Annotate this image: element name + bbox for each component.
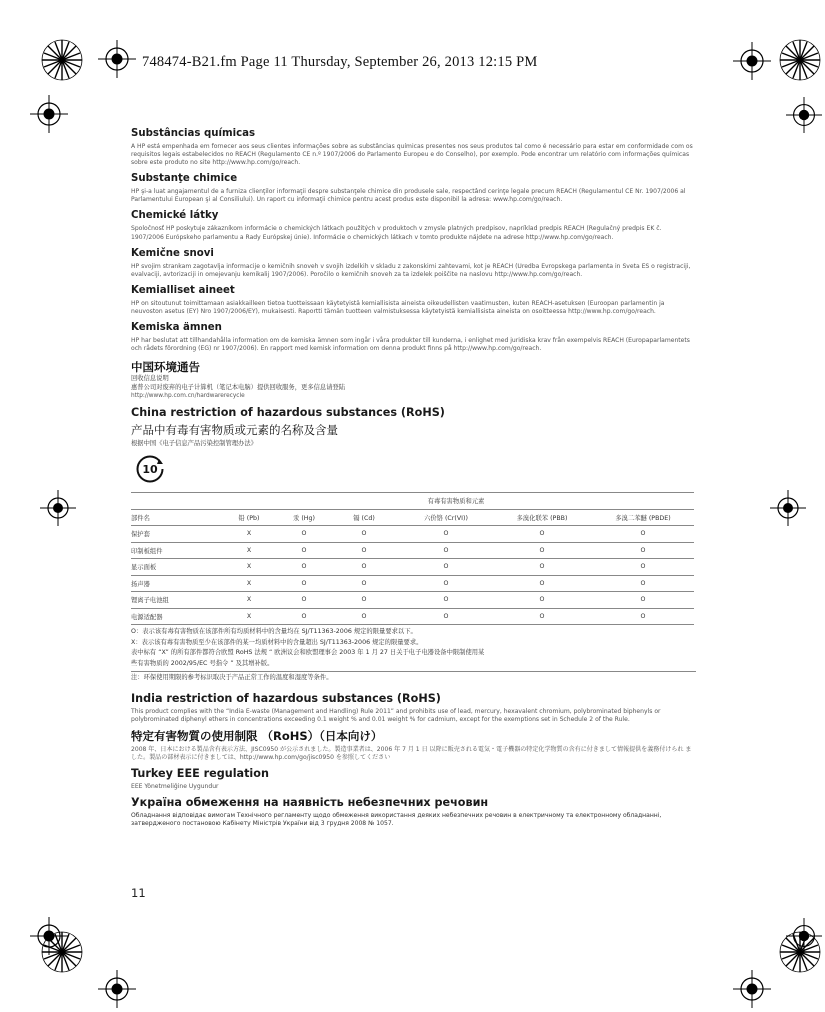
section-china-rohs <box>131 406 696 684</box>
section-japan <box>131 729 696 762</box>
group-header: 有毒有害物质和元素 <box>427 498 485 506</box>
section-title: 特定有害物質の使用制限 （RoHS）（日本向け） <box>131 728 383 743</box>
section-title: China restriction of hazardous substances (RoHS) <box>131 406 445 420</box>
note-x: X：表示该有毒有害物质至少在该部件的某一均质材料中的含量超出 SJ/T11363-2006 规定的限量要求。 <box>131 638 423 646</box>
registration-mark-icon <box>733 970 771 1008</box>
registration-mark-icon <box>786 96 822 134</box>
recycle-url: http://www.hp.com.cn/hardwarerecycle <box>131 393 245 400</box>
section-ro <box>131 172 696 204</box>
section-body: Spoločnosť HP poskytuje zákazníkom informácie o chemických látkach použitých v produktoch v zmysle platných predpisov, napríklad predpis REACH (Regulačný predpis EK č. 1907/2006 Európskeho parlamentu a Rady Európskej únie). Informácie o chemických látkach v tomto produkte nájdete na adrese http://www.hp.com/go/reach. <box>131 225 662 241</box>
cn-line: 回收信息说明 <box>131 375 169 383</box>
section-title: India restriction of hazardous substances (RoHS) <box>131 691 441 705</box>
section-title: Kemiska ämnen <box>131 322 222 334</box>
table-row: 保护套 X O O O O O <box>131 526 694 543</box>
column-header: 多溴化联苯 (PBB) <box>516 514 568 522</box>
table-row: 扬声器 X O O O O O <box>131 575 694 592</box>
note-x-cont: 些有害物质的 2002/95/EC 号指令 ” 及其增补版。 <box>131 659 274 667</box>
registration-mark-icon <box>30 95 68 133</box>
registration-mark-icon <box>98 970 136 1008</box>
column-header: 铅 (Pb) <box>238 514 260 522</box>
table-row: 显示面板 X O O O O O <box>131 559 694 576</box>
rohs-table <box>131 492 694 625</box>
section-body: HP şi-a luat angajamentul de a furniza clienţilor informaţii despre substanţele chimice din produsele sale, respectând cerinţe legale precum REACH (Regulamentul CE Nr. 1907/2006 al Parlamentului European şi al Consiliului). Un raport cu informaţii chimice pentru acest produs este disponibil la adresa: www.hp.com/go/reach. <box>131 188 686 204</box>
section-body: HP har beslutat att tillhandahålla information om de kemiska ämnen som ingår i våra produkter till kunderna, i enlighet med juridiska krav från exempelvis REACH (Europaparlamentets och rådets förordning (EG) nr 1907/2006). En rapport med kemisk information om denna produkt finns på http://www.hp.com/go/reach. <box>131 337 690 353</box>
section-body: This product complies with the “India E-waste (Management and Handling) Rule 2011” and prohibits use of lead, mercury, hexavalent chromium, polybrominated biphenyls or polybrominated diphenyl ethers in concentrations exceeding 0.1 weight % and 0.01 weight % for cadmium, except for the exemptions set in Schedule 2 of the Rule. <box>131 707 661 723</box>
note-o: O：表示该有毒有害物质在该部件所有均质材料中的含量均在 SJ/T11363-2006 规定的限量要求以下。 <box>131 628 417 636</box>
column-header: 汞 (Hg) <box>293 514 315 522</box>
section-title: Chemické látky <box>131 210 219 222</box>
section-cn-environment <box>131 360 696 401</box>
column-header: 镉 (Cd) <box>353 514 375 522</box>
note-environment: 注：环保使用期限的参考标识取决于产品正常工作的温度和湿度等条件。 <box>131 671 696 684</box>
section-body: Обладнання відповідає вимогам Технічного регламенту щодо обмеження використання деяких небезпечних речовин в електричному та електронному обладнанні, затвердженого постановою Кабінету Міністрів України від 3 грудня 2008 № 1057. <box>131 812 662 828</box>
note-x-cont: 表中标有 “X” 的所有部件都符合欧盟 RoHS 法规 “ 欧洲议会和欧盟理事会 2003 年 1 月 27 日关于电子电器设备中限制使用某 <box>131 649 485 657</box>
section-body: A HP está empenhada em fornecer aos seus clientes informações sobre as substâncias químicas presentes nos seus produtos tal como é necessário para estar em conformidade com os requisitos legais estabelecidos no REACH (Regulamento CE n.º 1907/2006 do Parlamento Europeu e do Conselho), por exemplo. Pode encontrar um relatório com informações químicas sobre este produto no site http://www.hp.com/go/reach. <box>131 143 693 167</box>
column-header: 部件名 <box>131 514 150 522</box>
section-title: Kemialliset aineet <box>131 284 235 296</box>
registration-mark-icon <box>40 490 76 526</box>
section-turkey <box>131 767 696 791</box>
cn-line: 惠普公司对废弃的电子计算机（笔记本电脑）提供回收服务，更多信息请登陆 <box>131 384 346 392</box>
section-title: Substanţe chimice <box>131 173 238 185</box>
table-group-header-row <box>131 493 694 510</box>
section-body: EEE Yönetmeliğine Uygundur <box>131 783 219 791</box>
cn-rohs-subtitle: 根据中国《电子信息产品污染控制管理办法》 <box>131 440 257 448</box>
starburst-target-icon <box>778 930 822 974</box>
table-row: 锂离子电池组 X O O O O O <box>131 592 694 609</box>
document-content <box>131 127 696 828</box>
table-notes <box>131 627 696 684</box>
table-row: 电源适配器 X O O O O O <box>131 608 694 625</box>
section-sl <box>131 247 696 279</box>
section-body: 2008 年、日本における製品含有表示方法、JISC0950 が公示されました。製造事業者は、2006 年 7 月 1 日 以降に販売される電気・電子機器の特定化学物質の含有に付きまして情報提供を義務付けられ ました。製品の部材表示に付きましては、http://www.hp.com/go/jisc0950 を参照してください <box>131 745 692 761</box>
section-sk <box>131 209 696 241</box>
section-fi <box>131 284 696 316</box>
epup-10-logo <box>135 454 165 484</box>
file-header: 748474-B21.fm Page 11 Thursday, September 26, 2013 12:15 PM <box>142 54 538 70</box>
section-ukraine <box>131 796 696 828</box>
section-india <box>131 692 696 724</box>
section-title: 中国环境通告 <box>131 360 200 375</box>
section-title: Turkey EEE regulation <box>131 767 269 781</box>
starburst-target-icon <box>40 38 84 82</box>
column-header: 六价铬 (Cr(VI)) <box>424 514 468 522</box>
section-title: Substâncias químicas <box>131 128 256 139</box>
svg-text:10: 10 <box>142 463 158 477</box>
starburst-target-icon <box>778 38 822 82</box>
starburst-target-icon <box>40 930 84 974</box>
table-header-row <box>131 509 694 526</box>
section-title: Україна обмеження на наявність небезпечних речовин <box>131 796 489 810</box>
section-body: HP svojim strankam zagotavlja informacije o kemičnih snoveh v svojih izdelkih v skladu z zakonskimi zahtevami, kot je REACH (Uredba Evropskega parlamenta in Sveta ES o registraciji, evalvaciji, avtorizaciji in omejevanju kemikalij 1907/2006). Poročilo o kemičnih snoveh za ta izdelek poiščite na naslovu http://www.hp.com/go/reach. <box>131 262 691 278</box>
section-sv <box>131 321 696 353</box>
page-number: 11 <box>131 886 146 900</box>
registration-mark-icon <box>770 490 806 526</box>
section-pt <box>131 127 696 167</box>
section-title: Kemične snovi <box>131 247 214 259</box>
registration-mark-icon <box>98 40 136 78</box>
table-row: 印制板组件 X O O O O O <box>131 542 694 559</box>
registration-mark-icon <box>733 42 771 80</box>
cn-rohs-title: 产品中有毒有害物质或元素的名称及含量 <box>131 423 338 438</box>
section-body: HP on sitoutunut toimittamaan asiakkailleen tietoa tuotteissaan käytetyistä kemiallisista aineista oikeudellisten vaatimusten, kuten REACH-asetuksen (Euroopan parlamentin ja neuvoston asetus (EY) Nro 1907/2006/EY), mukaisesti. Raportti tämän tuotteen valmistuksessa käytetyistä kemiallisista aineista on osoitteessa http://www.hp.com/go/reach. <box>131 299 665 315</box>
column-header: 多溴二苯醚 (PBDE) <box>615 514 671 522</box>
